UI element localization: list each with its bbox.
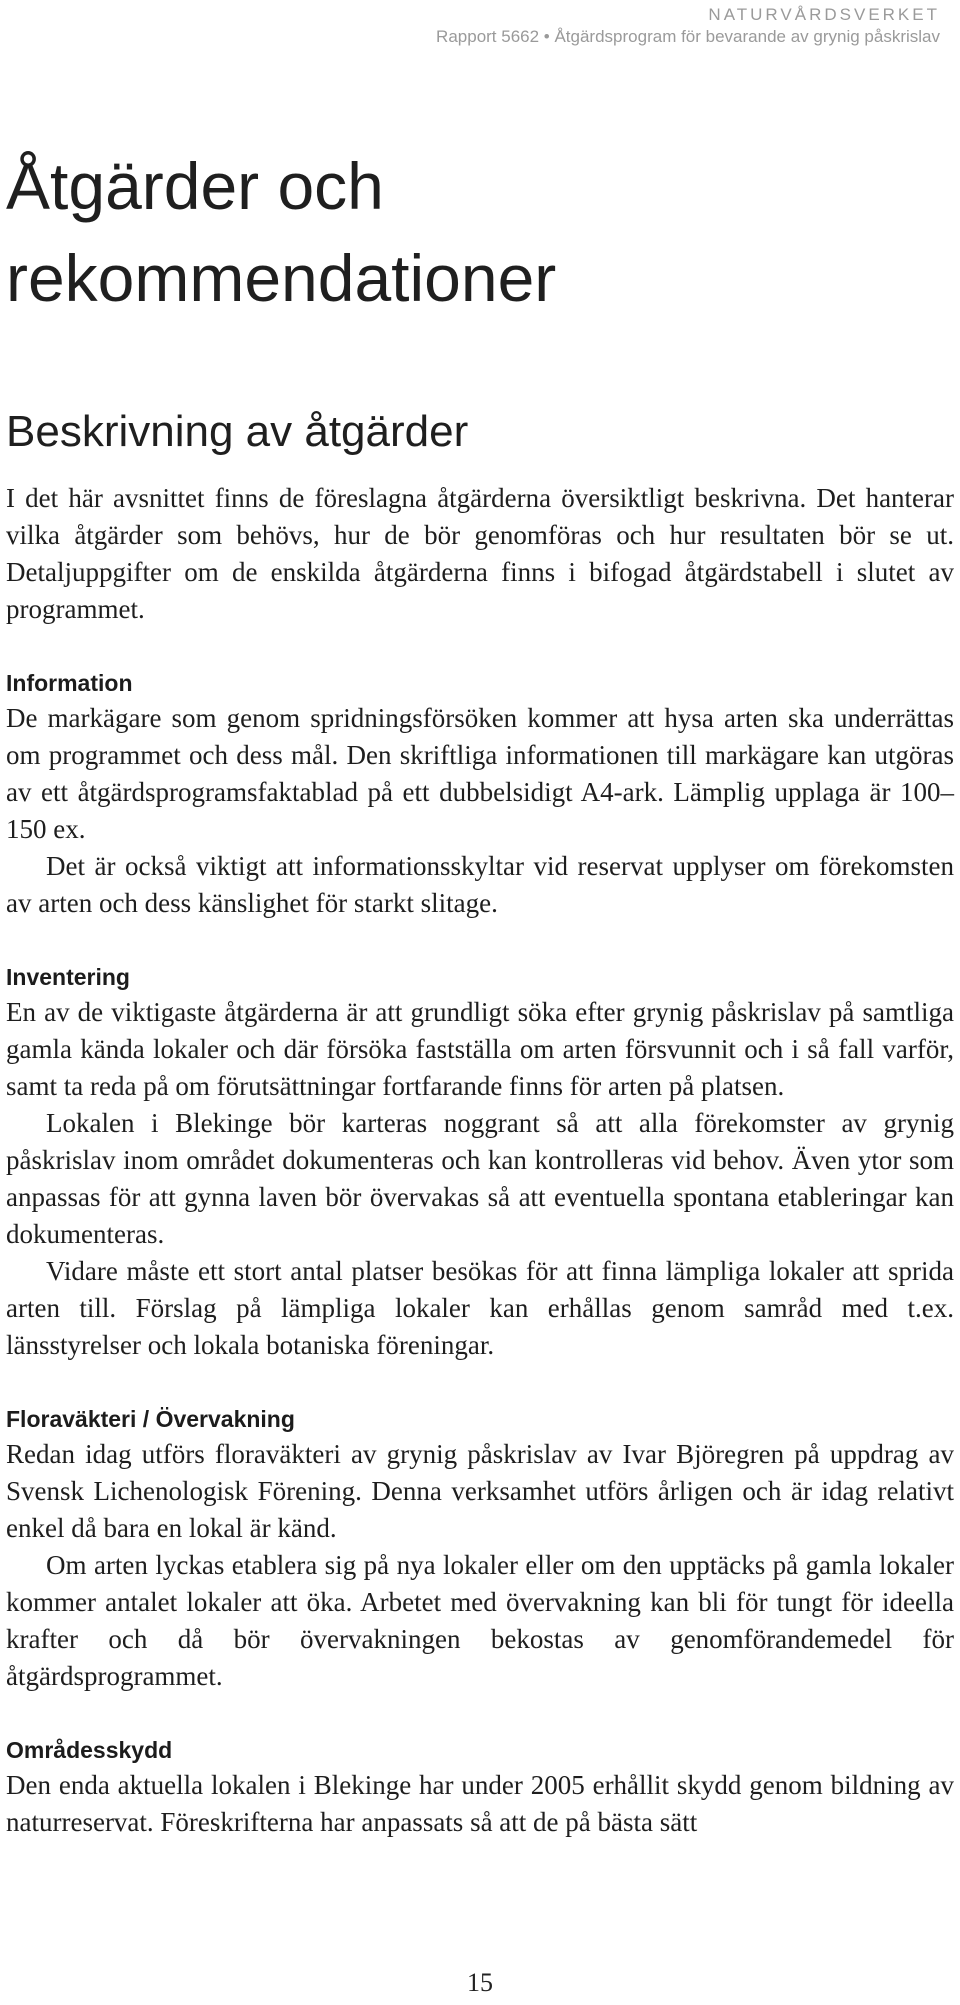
paragraph: De markägare som genom spridningsförsöken kommer att hysa arten ska underrättas om programmet och dess mål. Den skriftliga informationen till markägare kan utgöras av ett åtgärdsprogramsfaktablad på ett dubbelsidigt A4-ark. Lämplig upplaga är 100–150 ex. xyxy=(6,703,954,844)
body-text xyxy=(6,480,954,1841)
paragraph: Redan idag utförs floraväkteri av grynig påskrislav av Ivar Björegren på uppdrag av Svensk Lichenologisk Förening. Denna verksamhet utförs årligen och är idag relativt enkel då bara en lokal är känd. xyxy=(6,1439,954,1543)
heading-floravakteri-overvakning: Floraväkteri / Övervakning xyxy=(6,1406,295,1432)
paragraph: Om arten lyckas etablera sig på nya lokaler eller om den upptäcks på gamla lokaler kommer antalet lokaler att öka. Arbetet med övervakning kan bli för tungt för ideella krafter och då bör övervakningen bekostas av genomförandemedel för åtgärdsprogrammet. xyxy=(6,1550,954,1691)
heading-omradesskydd: Områdesskydd xyxy=(6,1737,173,1763)
heading-information: Information xyxy=(6,670,133,696)
heading-inventering: Inventering xyxy=(6,964,130,990)
paragraph: Den enda aktuella lokalen i Blekinge har under 2005 erhållit skydd genom bildning av naturreservat. Föreskrifterna har anpassats så att de på bästa sätt xyxy=(6,1770,954,1837)
page-number: 15 xyxy=(467,1968,493,1997)
paragraph: Vidare måste ett stort antal platser besökas för att finna lämpliga lokaler att sprida arten till. Förslag på lämpliga lokaler kan erhållas genom samråd med t.ex. länsstyrelser och lokala botaniska föreningar. xyxy=(6,1256,954,1360)
chapter-title: Åtgärder och rekommendationer xyxy=(6,149,557,315)
paragraph: Det är också viktigt att informationsskyltar vid reservat upplyser om förekomsten av arten och dess känslighet för starkt slitage. xyxy=(6,851,954,918)
report-series-line: Rapport 5662 • Åtgärdsprogram för bevarande av grynig påskrislav xyxy=(436,27,940,46)
running-header xyxy=(436,4,940,48)
publisher-name: NATURVÅRDSVERKET xyxy=(708,5,940,24)
section-title: Beskrivning av åtgärder xyxy=(6,407,469,456)
intro-paragraph: I det här avsnittet finns de föreslagna åtgärderna översiktligt beskrivna. Det hanterar vilka åtgärder som behövs, hur de bör genomföras och hur resultaten bör se ut. Detaljuppgifter om de enskilda åtgärderna finns i bifogad åtgärdstabell i slutet av programmet. xyxy=(6,483,954,624)
paragraph: En av de viktigaste åtgärderna är att grundligt söka efter grynig påskrislav på samtliga gamla kända lokaler och där försöka fastställa om arten försvunnit och i så fall varför, samt ta reda på om förutsättningar fortfarande finns för arten på platsen. xyxy=(6,997,954,1101)
paragraph: Lokalen i Blekinge bör karteras noggrant så att alla förekomster av grynig påskrislav inom området dokumenteras och kan kontrolleras vid behov. Även ytor som anpassas för att gynna laven bör övervakas så att eventuella spontana etableringar kan dokumenteras. xyxy=(6,1108,954,1249)
